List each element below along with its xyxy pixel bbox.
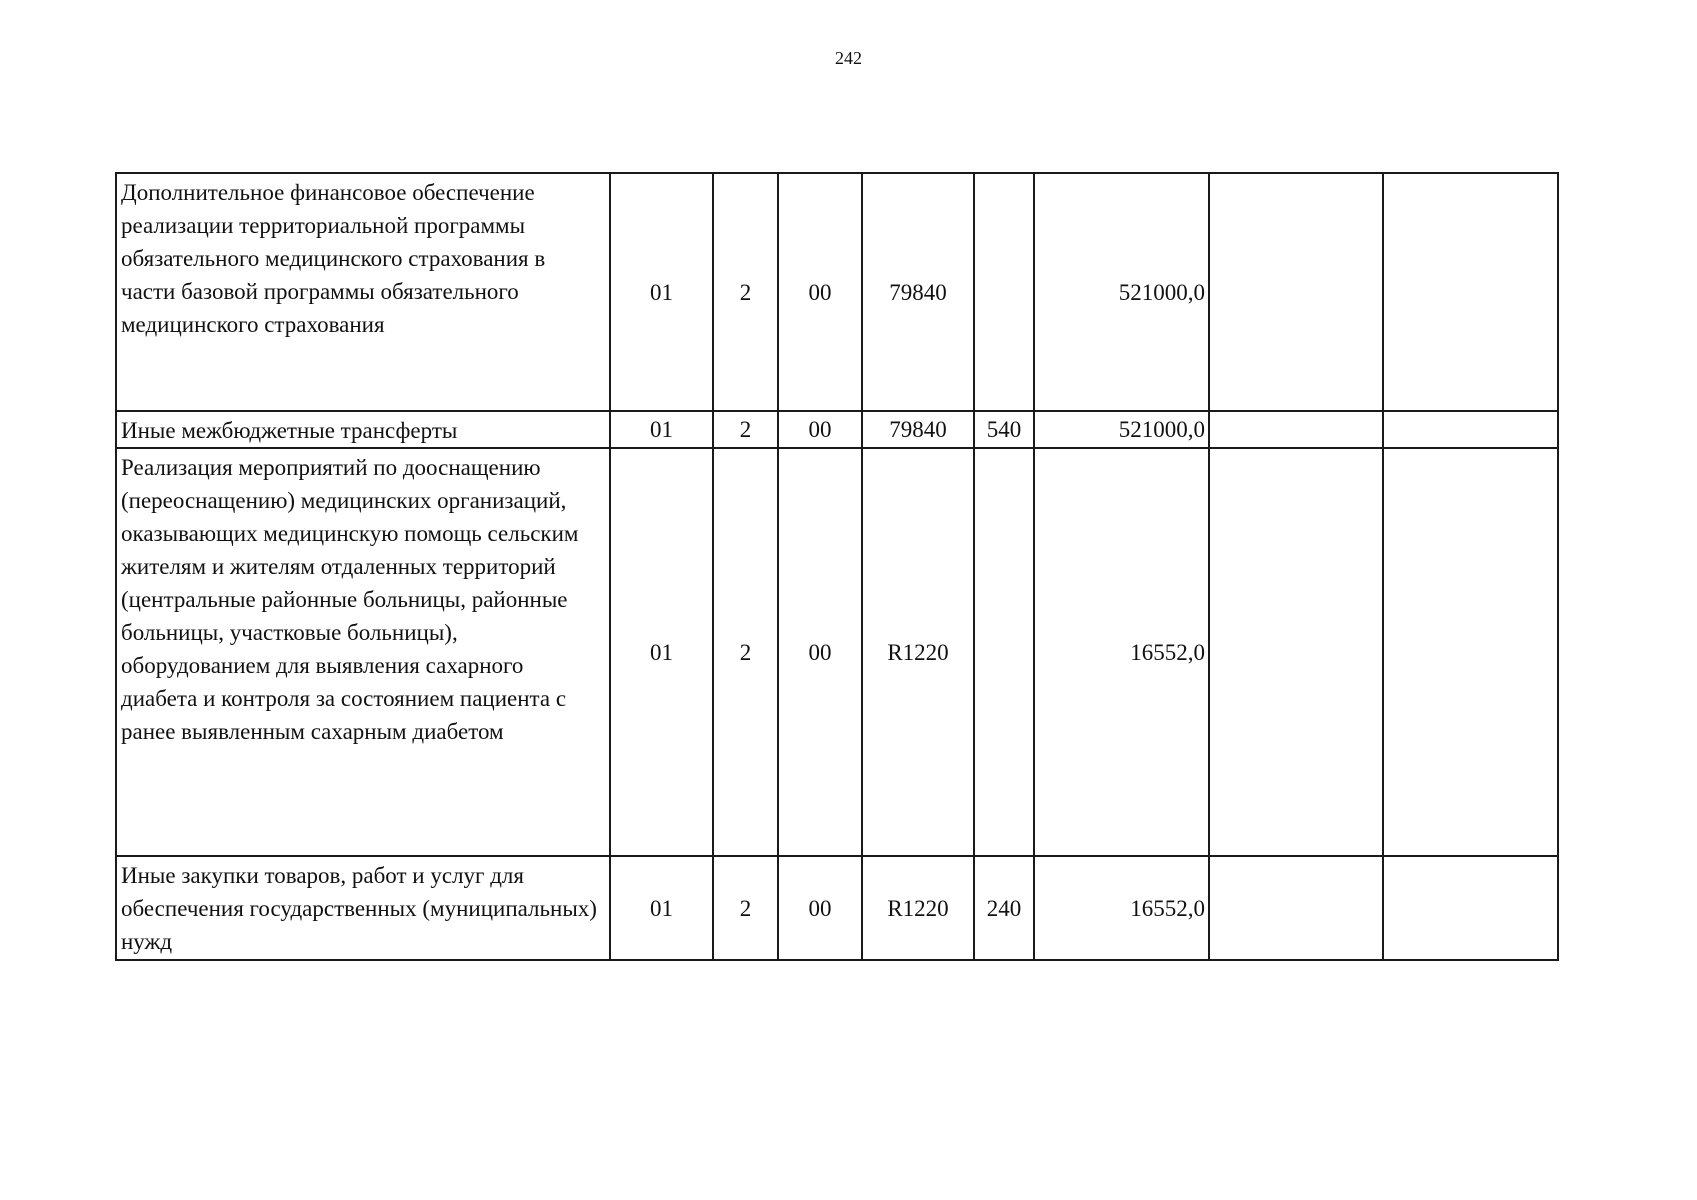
- program-code: 2: [713, 411, 778, 448]
- section-code: 01: [610, 173, 713, 411]
- budget-table: [115, 172, 1559, 961]
- subprogram-code: 00: [778, 173, 862, 411]
- table-row: [116, 411, 1558, 448]
- row-name: Иные межбюджетные трансферты: [116, 411, 610, 448]
- table-row: [116, 856, 1558, 960]
- row-name: Дополнительное финансовое обеспечение реализации территориальной программы обязательного медицинского страхования в части базовой программы обязательного медицинского страхования: [116, 173, 610, 411]
- expense-type-code: 540: [974, 411, 1034, 448]
- expense-type-code: [974, 173, 1034, 411]
- target-article-code: 79840: [862, 173, 974, 411]
- empty-cell: [1383, 448, 1558, 856]
- row-name: Иные закупки товаров, работ и услуг для обеспечения государственных (муниципальных) нужд: [116, 856, 610, 960]
- table-row: [116, 173, 1558, 411]
- empty-cell: [1209, 856, 1383, 960]
- section-code: 01: [610, 411, 713, 448]
- subprogram-code: 00: [778, 448, 862, 856]
- expense-type-code: [974, 448, 1034, 856]
- subprogram-code: 00: [778, 856, 862, 960]
- target-article-code: R1220: [862, 448, 974, 856]
- empty-cell: [1383, 856, 1558, 960]
- program-code: 2: [713, 856, 778, 960]
- expense-type-code: 240: [974, 856, 1034, 960]
- table-row: [116, 448, 1558, 856]
- empty-cell: [1209, 448, 1383, 856]
- empty-cell: [1209, 173, 1383, 411]
- row-name: Реализация мероприятий по дооснащению (переоснащению) медицинских организаций, оказывающих медицинскую помощь сельским жителям и жителям отдаленных территорий (центральные районные больницы, районные больницы, участковые больницы), оборудованием для выявления сахарного диабета и контроля за состоянием пациента с ранее выявленным сахарным диабетом: [116, 448, 610, 856]
- program-code: 2: [713, 173, 778, 411]
- program-code: 2: [713, 448, 778, 856]
- target-article-code: 79840: [862, 411, 974, 448]
- amount-cell: 521000,0: [1034, 411, 1209, 448]
- empty-cell: [1209, 411, 1383, 448]
- amount-cell: 16552,0: [1034, 856, 1209, 960]
- empty-cell: [1383, 411, 1558, 448]
- section-code: 01: [610, 448, 713, 856]
- amount-cell: 16552,0: [1034, 448, 1209, 856]
- subprogram-code: 00: [778, 411, 862, 448]
- amount-cell: 521000,0: [1034, 173, 1209, 411]
- section-code: 01: [610, 856, 713, 960]
- empty-cell: [1383, 173, 1558, 411]
- target-article-code: R1220: [862, 856, 974, 960]
- page-number: 242: [835, 48, 862, 68]
